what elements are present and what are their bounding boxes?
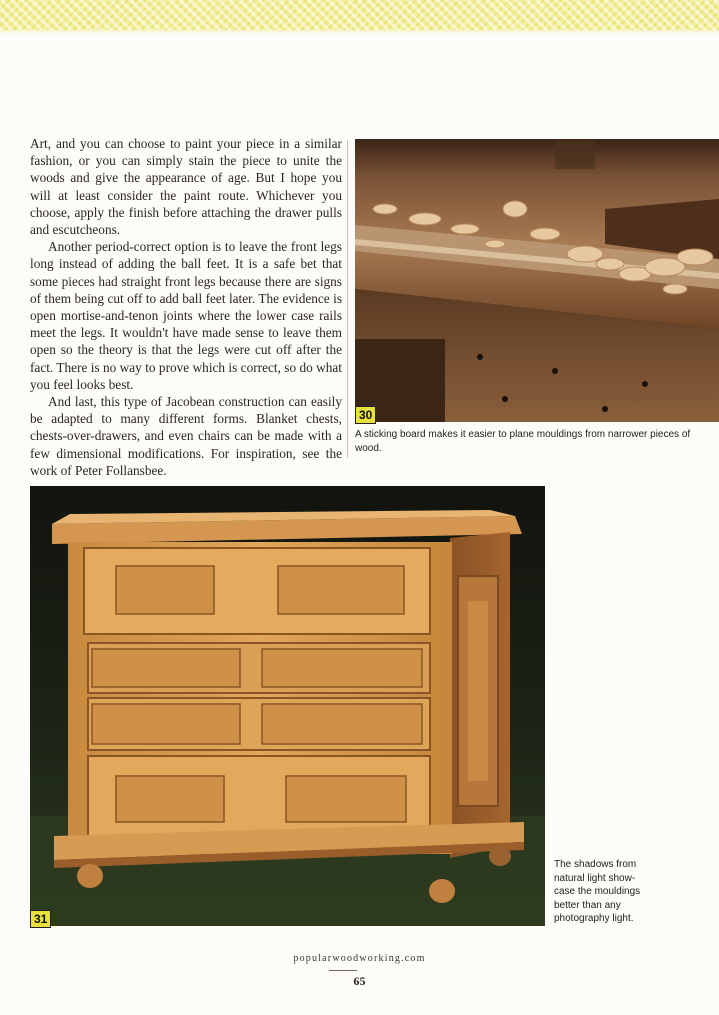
paragraph: Art, and you can choose to paint your piece in a similar fashion, or you can simply stain the piece to unite the woods and give the appearance of age. But I hope you will at least consider the paint route. Whichever you choose, apply the finish before attaching the drawer pulls and escutcheons.	[30, 136, 342, 238]
page-number: 65	[353, 974, 366, 988]
footer-url: popularwoodworking.com	[293, 953, 426, 964]
paragraph: And last, this type of Jacobean construction can easily be adapted to many different forms. Blanket chests, chests-over-drawers, and even chairs can be made with a few dimensional modifications. For inspiration, see the work of Peter Follansbee.	[30, 394, 342, 478]
paragraph: Another period-correct option is to leave the front legs long instead of adding the ball feet. It is a safe bet that some pieces had straight front legs because there are signs of them being cut off to add ball feet later. The evidence is open mortise-and-tenon joints where the lower case rails meet the legs. It wouldn't have made sense to leave them open so the theory is that the legs were cut off after the fact. There is no way to prove which is correct, so do what you feel looks best.	[30, 239, 342, 392]
figure-caption: The shadows from natural light show-case the mouldings better than any photography light.	[554, 859, 641, 924]
figure-number-badge: 30	[355, 406, 376, 424]
figure-number-badge: 31	[30, 910, 51, 928]
column-divider	[347, 140, 348, 458]
figure-caption: A sticking board makes it easier to plane mouldings from narrower pieces of wood.	[355, 429, 691, 454]
footer-divider	[329, 970, 357, 971]
decorative-top-band	[0, 0, 719, 30]
photo-sticking-board	[355, 139, 719, 422]
photo-chest-of-drawers	[30, 486, 545, 926]
article-body	[30, 135, 342, 479]
